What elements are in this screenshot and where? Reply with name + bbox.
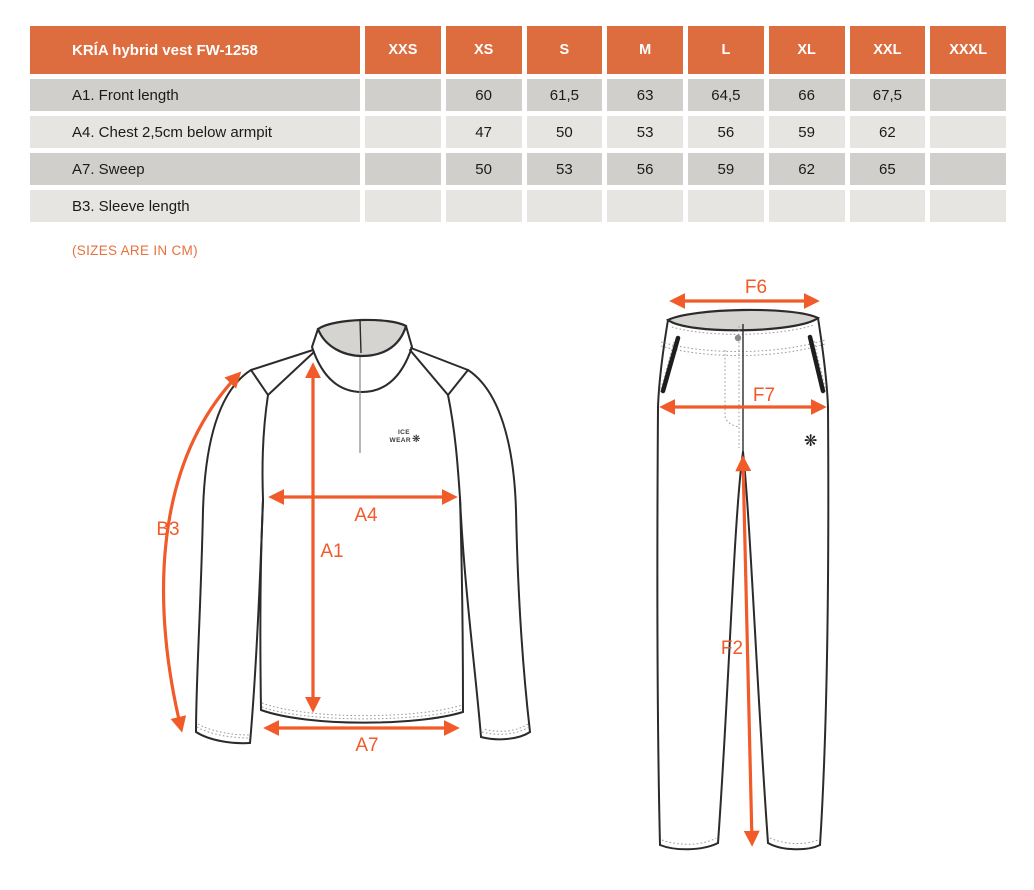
table-cell: 67,5: [850, 79, 926, 111]
table-cell: 50: [446, 153, 522, 185]
b3-label: B3: [156, 519, 180, 540]
table-cell: [365, 79, 441, 111]
size-header-xxs: XXS: [365, 26, 441, 74]
table-cell: [446, 190, 522, 222]
row-label-front-length: A1. Front length: [30, 79, 360, 111]
collar-opening: [318, 320, 406, 356]
table-cell: [769, 190, 845, 222]
table-cell: 66: [769, 79, 845, 111]
sizes-in-cm-note: (SIZES ARE IN CM): [72, 243, 198, 258]
table-cell: [850, 190, 926, 222]
table-cell: [365, 190, 441, 222]
svg-text:ICE: ICE: [397, 429, 410, 436]
table-cell: [365, 153, 441, 185]
size-header-xl: XL: [769, 26, 845, 74]
f6-label: F6: [744, 277, 768, 298]
table-title: KRÍA hybrid vest FW-1258: [30, 26, 360, 74]
size-chart-table: [30, 26, 1006, 222]
shirt-measurement-diagram: [148, 295, 568, 775]
waist-button: [735, 335, 741, 341]
size-header-xs: XS: [446, 26, 522, 74]
table-cell: 53: [527, 153, 603, 185]
table-cell: 62: [850, 116, 926, 148]
table-cell: [930, 153, 1006, 185]
f7-label: F7: [752, 385, 776, 406]
snowflake-icon: ❋: [412, 434, 421, 445]
table-cell: [365, 116, 441, 148]
size-header-s: S: [527, 26, 603, 74]
a1-label: A1: [320, 541, 344, 562]
pants-measurement-diagram: [630, 270, 930, 882]
table-cell: [930, 190, 1006, 222]
table-cell: 47: [446, 116, 522, 148]
icewear-logo: [390, 429, 421, 445]
size-header-m: M: [607, 26, 683, 74]
table-cell: 64,5: [688, 79, 764, 111]
table-cell: 56: [607, 153, 683, 185]
table-cell: 63: [607, 79, 683, 111]
table-cell: 65: [850, 153, 926, 185]
table-cell: [930, 116, 1006, 148]
a4-label: A4: [354, 505, 378, 526]
table-cell: 59: [769, 116, 845, 148]
a7-label: A7: [355, 735, 379, 756]
f2-label: F2: [720, 638, 744, 659]
fly-stitch: [725, 350, 739, 427]
table-cell: [930, 79, 1006, 111]
left-pocket: [663, 338, 678, 391]
b3-measure-arrow: [164, 375, 238, 728]
row-label-chest: A4. Chest 2,5cm below armpit: [30, 116, 360, 148]
table-cell: 59: [688, 153, 764, 185]
row-label-sweep: A7. Sweep: [30, 153, 360, 185]
table-cell: [527, 190, 603, 222]
table-cell: [607, 190, 683, 222]
snowflake-icon: ❋: [804, 431, 818, 450]
svg-text:WEAR: WEAR: [389, 437, 411, 444]
table-cell: 61,5: [527, 79, 603, 111]
table-cell: 53: [607, 116, 683, 148]
row-label-sleeve-length: B3. Sleeve length: [30, 190, 360, 222]
table-cell: 56: [688, 116, 764, 148]
table-cell: 62: [769, 153, 845, 185]
shirt-collar: [312, 320, 412, 392]
size-header-xxl: XXL: [850, 26, 926, 74]
table-cell: [688, 190, 764, 222]
table-cell: 60: [446, 79, 522, 111]
size-header-l: L: [688, 26, 764, 74]
size-header-xxxl: XXXL: [930, 26, 1006, 74]
table-cell: 50: [527, 116, 603, 148]
